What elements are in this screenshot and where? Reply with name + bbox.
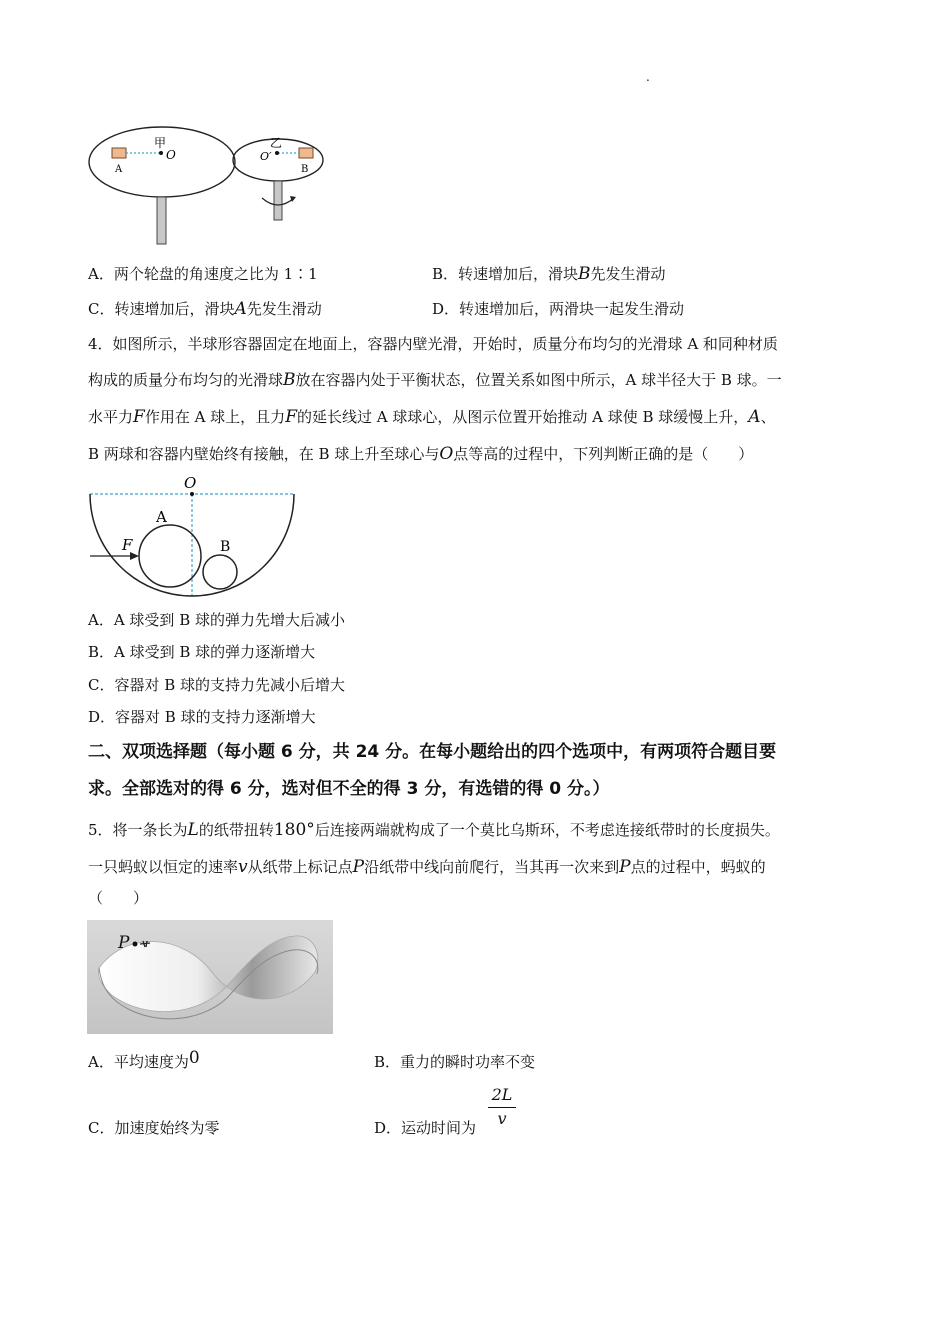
q4-line-2 [88, 370, 782, 390]
q3-option-a: A．两个轮盘的角速度之比为 1∶1 [88, 265, 318, 283]
figure-mobius-strip [87, 920, 333, 1034]
q5-line-2 [88, 857, 766, 877]
q5-line-2-text: 一只蚂蚁以恒定的速率 [88, 858, 239, 876]
q4-line-3 [88, 407, 776, 427]
q4-line-3-mid: 作用在 A 球上，且力 [144, 408, 286, 426]
figure-two-wheels [86, 122, 336, 250]
label-a: A [115, 164, 123, 175]
q5-option-b: B．重力的瞬时功率不变 [374, 1053, 536, 1071]
slider-b [299, 148, 313, 158]
label-yi: 乙 [270, 136, 283, 150]
q5-option-d-text: D．运动时间为 [374, 1119, 477, 1137]
label-jia: 甲 [154, 136, 167, 150]
q4-option-c: C．容器对 B 球的支持力先减小后增大 [88, 676, 346, 694]
ball-b [203, 555, 237, 589]
q4-var-a: A [748, 407, 761, 427]
q4-option-a: A．A 球受到 B 球的弹力先增大后减小 [88, 611, 345, 629]
q4-var-b: B [283, 370, 296, 390]
section-2-heading-line-1: 二、双项选择题（每小题 6 分，共 24 分。在每小题给出的四个选项中，有两项符合题目要 [88, 742, 777, 762]
label-b: B [301, 164, 309, 175]
q4-line-2-text-end: 放在容器内处于平衡状态，位置关系如图中所示，A 球半径大于 B 球。一 [295, 371, 782, 389]
q3-option-b-var: B [578, 264, 591, 284]
q3-option-b-text: B．转速增加后，滑块 [432, 265, 579, 283]
point-p [133, 942, 138, 947]
center-o [159, 151, 163, 155]
section-2-heading-line-2: 求。全部选对的得 6 分，选对但不全的得 3 分，有选错的得 0 分。） [88, 779, 610, 799]
q5-line-1-text-end: 后连接两端就构成了一个莫比乌斯环，不考虑连接纸带时的长度损失。 [314, 821, 780, 839]
label-f: F [122, 536, 133, 554]
q5-var-p2: P [619, 857, 631, 877]
q5-option-a [88, 1048, 200, 1072]
q3-option-c [88, 299, 322, 319]
q3-option-c-var: A [234, 299, 247, 319]
fraction-bar [488, 1107, 516, 1108]
shaft-jia [157, 197, 166, 244]
label-b: B [220, 539, 231, 555]
q3-option-c-text: C．转速增加后，滑块 [88, 300, 235, 318]
fraction-denominator: v [497, 1109, 507, 1128]
q4-var-f2: F [285, 407, 297, 427]
q5-option-d [374, 1118, 476, 1138]
q5-option-a-value: 0 [188, 1048, 200, 1068]
q5-line-2-text-end: 点的过程中，蚂蚁的 [630, 858, 766, 876]
label-a: A [156, 508, 167, 526]
q5-angle: 180° [273, 820, 315, 840]
q5-option-a-text: A．平均速度为 [88, 1053, 189, 1071]
q4-option-d: D．容器对 B 球的支持力逐渐增大 [88, 708, 316, 726]
q5-line-1-text: 5．将一条长为 [88, 821, 188, 839]
q5-line-2-mid2: 沿纸带中线向前爬行，当其再一次来到 [364, 858, 620, 876]
q5-option-c: C．加速度始终为零 [88, 1119, 220, 1137]
q4-line-4-text-end: 点等高的过程中，下列判断正确的是（ ） [453, 445, 754, 463]
q4-line-4-text: B 两球和容器内壁始终有接触，在 B 球上升至球心与 [88, 445, 440, 463]
q3-option-b-text-end: 先发生滑动 [590, 265, 666, 283]
q4-line-1: 4．如图所示，半球形容器固定在地面上，容器内壁光滑，开始时，质量分布均匀的光滑球 A 和同种材质 [88, 335, 778, 353]
q4-line-3-end: 、 [760, 408, 776, 426]
q5-var-l: L [187, 820, 199, 840]
q5-line-2-mid: 从纸带上标记点 [247, 858, 353, 876]
label-o: O [184, 474, 197, 492]
q3-option-b [432, 264, 666, 284]
q5-line-3: （ ） [88, 889, 149, 907]
q4-line-2-text: 构成的质量分布均匀的光滑球 [88, 371, 284, 389]
q4-line-3-text: 水平力 [88, 408, 134, 426]
q5-line-1 [88, 820, 780, 840]
fraction-numerator: 2L [491, 1085, 513, 1104]
q5-var-v: v [238, 857, 248, 877]
q5-line-1-mid: 的纸带扭转 [198, 821, 274, 839]
q3-option-d: D．转速增加后，两滑块一起发生滑动 [432, 300, 685, 318]
q3-option-c-text-end: 先发生滑动 [246, 300, 322, 318]
q4-option-b: B．A 球受到 B 球的弹力逐渐增大 [88, 643, 316, 661]
center-o [190, 492, 194, 496]
q4-line-4 [88, 444, 753, 464]
label-o: O [166, 148, 176, 162]
shaft-yi [274, 181, 282, 220]
label-oprime: O′ [260, 150, 272, 163]
q4-line-3-mid2: 的延长线过 A 球球心，从图示位置开始推动 A 球使 B 球缓慢上升， [296, 408, 749, 426]
q5-var-p1: P [352, 857, 365, 877]
q5-option-d-fraction [486, 1084, 518, 1129]
center-oprime [275, 151, 279, 155]
q4-var-f1: F [133, 407, 145, 427]
top-dot: . [646, 70, 650, 84]
label-p: P [118, 933, 130, 953]
figure-hemisphere [86, 474, 301, 602]
slider-a [112, 148, 126, 158]
q4-var-o: O [439, 444, 454, 464]
